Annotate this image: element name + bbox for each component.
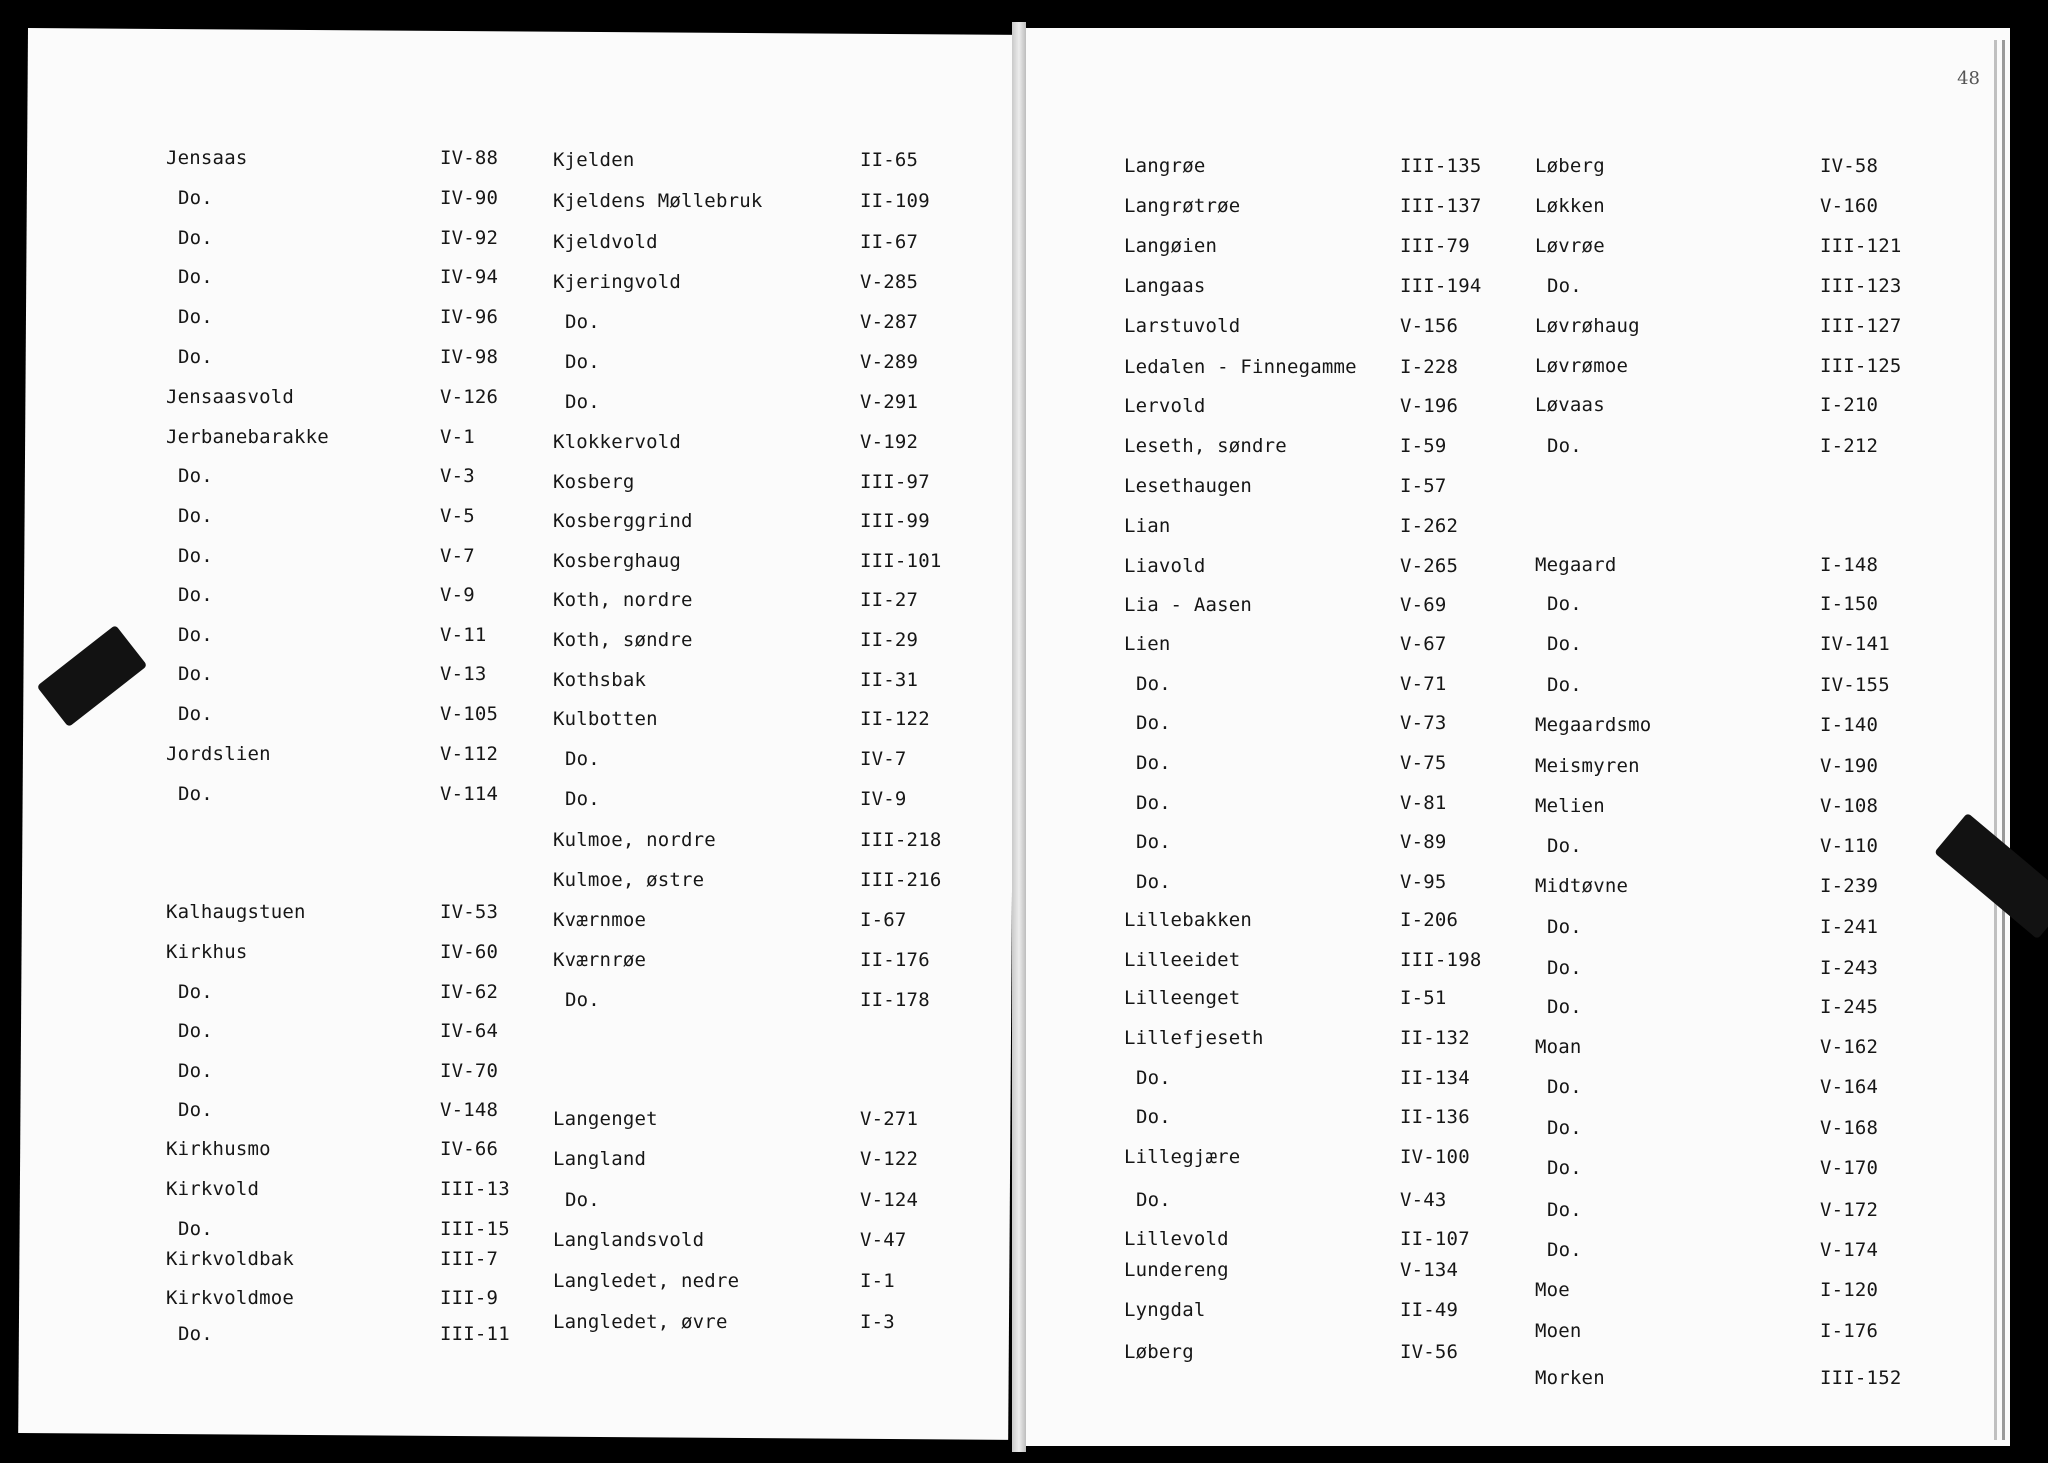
entry-name: Løvrøhaug <box>1535 315 1640 337</box>
entry-name: Do. <box>178 227 213 249</box>
entry-name: Do. <box>1547 1157 1582 1179</box>
entry-name: Langland <box>553 1148 647 1170</box>
entry-name: Do. <box>1136 712 1171 734</box>
entry-name: Do. <box>1136 871 1171 893</box>
entry-ref: V-196 <box>1400 395 1459 417</box>
entry-ref: I-241 <box>1820 916 1879 938</box>
entry-name: Do. <box>178 1218 213 1240</box>
entry-name: Meismyren <box>1535 755 1640 777</box>
entry-name: Kosberg <box>553 471 635 493</box>
entry-name: Kulmoe, østre <box>553 869 705 891</box>
entry-name: Do. <box>178 187 213 209</box>
entry-name: Do. <box>178 266 213 288</box>
entry-ref: IV-9 <box>860 788 907 810</box>
entry-name: Kjeldvold <box>553 231 658 253</box>
entry-name: Kirkvoldmoe <box>166 1287 295 1309</box>
entry-name: Megaardsmo <box>1535 714 1652 736</box>
entry-name: Koth, søndre <box>553 629 693 651</box>
entry-ref: III-15 <box>440 1218 510 1240</box>
entry-ref: I-239 <box>1820 875 1879 897</box>
page-number: 48 <box>1957 68 1980 89</box>
entry-name: Langledet, nedre <box>553 1270 740 1292</box>
entry-ref: V-9 <box>440 584 475 606</box>
entry-name: Kulmoe, nordre <box>553 829 716 851</box>
entry-name: Langenget <box>553 1108 658 1130</box>
entry-ref: I-67 <box>860 909 907 931</box>
entry-name: Do. <box>1136 1067 1171 1089</box>
entry-ref: IV-141 <box>1820 633 1890 655</box>
entry-ref: II-31 <box>860 669 919 691</box>
entry-ref: I-120 <box>1820 1279 1879 1301</box>
entry-name: Do. <box>178 783 213 805</box>
entry-name: Lillegjære <box>1124 1146 1241 1168</box>
entry-ref: II-136 <box>1400 1106 1470 1128</box>
entry-name: Do. <box>1547 835 1582 857</box>
entry-ref: V-89 <box>1400 831 1447 853</box>
entry-ref: V-271 <box>860 1108 919 1130</box>
entry-ref: II-67 <box>860 231 919 253</box>
entry-ref: I-228 <box>1400 356 1459 378</box>
entry-ref: IV-88 <box>440 147 499 169</box>
entry-ref: V-160 <box>1820 195 1879 217</box>
entry-name: Kulbotten <box>553 708 658 730</box>
entry-ref: II-107 <box>1400 1228 1470 1250</box>
entry-ref: V-75 <box>1400 752 1447 774</box>
entry-name: Kværnrøe <box>553 949 647 971</box>
entry-ref: V-1 <box>440 426 475 448</box>
entry-ref: II-109 <box>860 190 930 212</box>
entry-ref: V-170 <box>1820 1157 1879 1179</box>
entry-ref: V-5 <box>440 505 475 527</box>
entry-name: Ledalen - Finnegamme <box>1124 356 1357 378</box>
entry-ref: I-262 <box>1400 515 1459 537</box>
entry-ref: III-216 <box>860 869 942 891</box>
entry-name: Lesethaugen <box>1124 475 1253 497</box>
entry-name: Langaas <box>1124 275 1206 297</box>
entry-ref: II-132 <box>1400 1027 1470 1049</box>
entry-ref: IV-70 <box>440 1060 499 1082</box>
entry-ref: V-71 <box>1400 673 1447 695</box>
entry-name: Kjelden <box>553 149 635 171</box>
entry-name: Do. <box>565 391 600 413</box>
entry-name: Lillebakken <box>1124 909 1253 931</box>
entry-name: Do. <box>565 351 600 373</box>
entry-name: Do. <box>1547 1239 1582 1261</box>
entry-name: Do. <box>178 1020 213 1042</box>
entry-ref: II-178 <box>860 989 930 1011</box>
entry-name: Do. <box>1547 1117 1582 1139</box>
entry-ref: I-210 <box>1820 394 1879 416</box>
entry-name: Lillefjeseth <box>1124 1027 1264 1049</box>
entry-name: Løvrøe <box>1535 235 1605 257</box>
entry-ref: I-57 <box>1400 475 1447 497</box>
entry-ref: IV-53 <box>440 901 499 923</box>
entry-name: Do. <box>178 584 213 606</box>
entry-ref: III-127 <box>1820 315 1902 337</box>
entry-name: Koth, nordre <box>553 589 693 611</box>
entry-ref: V-148 <box>440 1099 499 1121</box>
entry-ref: V-134 <box>1400 1259 1459 1281</box>
entry-ref: V-192 <box>860 431 919 453</box>
entry-name: Kosberggrind <box>553 510 693 532</box>
entry-ref: I-176 <box>1820 1320 1879 1342</box>
entry-ref: V-162 <box>1820 1036 1879 1058</box>
entry-name: Do. <box>178 465 213 487</box>
entry-ref: V-156 <box>1400 315 1459 337</box>
entry-name: Do. <box>1547 633 1582 655</box>
entry-name: Kothsbak <box>553 669 647 691</box>
entry-ref: V-69 <box>1400 594 1447 616</box>
entry-name: Moe <box>1535 1279 1570 1301</box>
entry-name: Do. <box>178 1099 213 1121</box>
entry-name: Do. <box>1547 435 1582 457</box>
entry-name: Do. <box>1547 916 1582 938</box>
entry-name: Lien <box>1124 633 1171 655</box>
entry-name: Do. <box>1547 1199 1582 1221</box>
entry-name: Løvrømoe <box>1535 355 1629 377</box>
entry-name: Kirkvoldbak <box>166 1248 295 1270</box>
entry-ref: II-65 <box>860 149 919 171</box>
entry-name: Megaard <box>1535 554 1617 576</box>
entry-ref: I-51 <box>1400 987 1447 1009</box>
entry-name: Do. <box>178 306 213 328</box>
entry-ref: IV-94 <box>440 266 499 288</box>
entry-ref: V-164 <box>1820 1076 1879 1098</box>
entry-ref: III-218 <box>860 829 942 851</box>
entry-name: Lilleenget <box>1124 987 1241 1009</box>
entry-ref: I-148 <box>1820 554 1879 576</box>
entry-ref: V-168 <box>1820 1117 1879 1139</box>
entry-name: Kjeldens Møllebruk <box>553 190 763 212</box>
entry-ref: V-291 <box>860 391 919 413</box>
entry-ref: V-122 <box>860 1148 919 1170</box>
entry-ref: III-101 <box>860 550 942 572</box>
entry-ref: IV-100 <box>1400 1146 1470 1168</box>
entry-name: Do. <box>1547 957 1582 979</box>
entry-ref: V-73 <box>1400 712 1447 734</box>
entry-name: Langrøe <box>1124 155 1206 177</box>
entry-ref: V-13 <box>440 663 487 685</box>
entry-name: Langrøtrøe <box>1124 195 1241 217</box>
entry-name: Do. <box>178 663 213 685</box>
entry-ref: II-49 <box>1400 1299 1459 1321</box>
entry-ref: III-13 <box>440 1178 510 1200</box>
entry-ref: III-123 <box>1820 275 1902 297</box>
entry-name: Kalhaugstuen <box>166 901 306 923</box>
book-gutter <box>1012 22 1026 1452</box>
entry-ref: III-198 <box>1400 949 1482 971</box>
entry-name: Klokkervold <box>553 431 682 453</box>
entry-ref: IV-60 <box>440 941 499 963</box>
entry-name: Løberg <box>1124 1341 1194 1363</box>
entry-ref: V-7 <box>440 545 475 567</box>
entry-ref: I-3 <box>860 1311 895 1333</box>
entry-name: Jensaas <box>166 147 248 169</box>
entry-ref: V-285 <box>860 271 919 293</box>
entry-ref: III-121 <box>1820 235 1902 257</box>
entry-name: Do. <box>1547 275 1582 297</box>
entry-name: Midtøvne <box>1535 875 1629 897</box>
entry-ref: V-47 <box>860 1229 907 1251</box>
entry-ref: V-112 <box>440 743 499 765</box>
entry-name: Lervold <box>1124 395 1206 417</box>
entry-name: Do. <box>178 505 213 527</box>
entry-ref: V-174 <box>1820 1239 1879 1261</box>
entry-ref: V-126 <box>440 386 499 408</box>
entry-name: Do. <box>1547 1076 1582 1098</box>
entry-name: Lilleeidet <box>1124 949 1241 971</box>
entry-name: Langledet, øvre <box>553 1311 728 1333</box>
entry-ref: II-176 <box>860 949 930 971</box>
entry-ref: V-108 <box>1820 795 1879 817</box>
entry-ref: III-99 <box>860 510 930 532</box>
entry-name: Lia - Aasen <box>1124 594 1253 616</box>
entry-name: Moan <box>1535 1036 1582 1058</box>
entry-name: Jordslien <box>166 743 271 765</box>
entry-name: Do. <box>178 703 213 725</box>
entry-ref: III-79 <box>1400 235 1470 257</box>
entry-ref: I-150 <box>1820 593 1879 615</box>
entry-ref: V-105 <box>440 703 499 725</box>
entry-name: Do. <box>178 981 213 1003</box>
entry-name: Do. <box>1136 1106 1171 1128</box>
entry-name: Lundereng <box>1124 1259 1229 1281</box>
entry-ref: IV-58 <box>1820 155 1879 177</box>
entry-name: Do. <box>178 346 213 368</box>
entry-ref: V-67 <box>1400 633 1447 655</box>
entry-name: Do. <box>1136 792 1171 814</box>
entry-name: Kirkhusmo <box>166 1138 271 1160</box>
entry-ref: IV-96 <box>440 306 499 328</box>
entry-name: Liavold <box>1124 555 1206 577</box>
entry-name: Kværnmoe <box>553 909 647 931</box>
entry-ref: V-95 <box>1400 871 1447 893</box>
entry-name: Melien <box>1535 795 1605 817</box>
entry-ref: III-194 <box>1400 275 1482 297</box>
entry-ref: I-140 <box>1820 714 1879 736</box>
entry-name: Do. <box>1136 831 1171 853</box>
entry-name: Løkken <box>1535 195 1605 217</box>
entry-ref: V-81 <box>1400 792 1447 814</box>
entry-name: Do. <box>565 1189 600 1211</box>
entry-name: Kjeringvold <box>553 271 682 293</box>
entry-ref: IV-62 <box>440 981 499 1003</box>
entry-ref: V-3 <box>440 465 475 487</box>
entry-ref: IV-155 <box>1820 674 1890 696</box>
entry-name: Moen <box>1535 1320 1582 1342</box>
entry-name: Do. <box>565 311 600 333</box>
entry-name: Lillevold <box>1124 1228 1229 1250</box>
entry-ref: II-134 <box>1400 1067 1470 1089</box>
entry-ref: I-1 <box>860 1270 895 1292</box>
entry-ref: V-190 <box>1820 755 1879 777</box>
entry-name: Kirkhus <box>166 941 248 963</box>
page-edge <box>2002 40 2005 1440</box>
entry-name: Do. <box>565 748 600 770</box>
entry-ref: V-172 <box>1820 1199 1879 1221</box>
entry-name: Langøien <box>1124 235 1218 257</box>
entry-name: Do. <box>1136 752 1171 774</box>
entry-ref: V-287 <box>860 311 919 333</box>
entry-ref: III-7 <box>440 1248 499 1270</box>
entry-ref: IV-92 <box>440 227 499 249</box>
entry-name: Do. <box>178 1323 213 1345</box>
entry-ref: I-245 <box>1820 996 1879 1018</box>
entry-ref: I-59 <box>1400 435 1447 457</box>
entry-ref: II-29 <box>860 629 919 651</box>
entry-name: Lian <box>1124 515 1171 537</box>
entry-ref: III-125 <box>1820 355 1902 377</box>
entry-ref: I-206 <box>1400 909 1459 931</box>
entry-ref: IV-66 <box>440 1138 499 1160</box>
entry-name: Morken <box>1535 1367 1605 1389</box>
entry-ref: IV-7 <box>860 748 907 770</box>
entry-name: Do. <box>178 545 213 567</box>
entry-name: Do. <box>1547 674 1582 696</box>
entry-name: Do. <box>178 1060 213 1082</box>
entry-name: Do. <box>565 788 600 810</box>
entry-name: Kosberghaug <box>553 550 682 572</box>
entry-ref: V-43 <box>1400 1189 1447 1211</box>
entry-name: Lyngdal <box>1124 1299 1206 1321</box>
entry-name: Do. <box>565 989 600 1011</box>
entry-ref: V-11 <box>440 624 487 646</box>
entry-ref: IV-64 <box>440 1020 499 1042</box>
entry-ref: V-114 <box>440 783 499 805</box>
entry-ref: IV-56 <box>1400 1341 1459 1363</box>
entry-ref: III-135 <box>1400 155 1482 177</box>
entry-ref: IV-90 <box>440 187 499 209</box>
entry-name: Larstuvold <box>1124 315 1241 337</box>
entry-ref: III-11 <box>440 1323 510 1345</box>
entry-name: Do. <box>1547 996 1582 1018</box>
entry-ref: V-289 <box>860 351 919 373</box>
entry-ref: V-110 <box>1820 835 1879 857</box>
entry-name: Kirkvold <box>166 1178 260 1200</box>
entry-name: Jerbanebarakke <box>166 426 329 448</box>
entry-name: Jensaasvold <box>166 386 295 408</box>
entry-name: Løvaas <box>1535 394 1605 416</box>
entry-name: Do. <box>1136 1189 1171 1211</box>
entry-name: Løberg <box>1535 155 1605 177</box>
entry-ref: III-152 <box>1820 1367 1902 1389</box>
entry-ref: III-137 <box>1400 195 1482 217</box>
entry-ref: V-124 <box>860 1189 919 1211</box>
entry-ref: I-243 <box>1820 957 1879 979</box>
entry-name: Do. <box>1547 593 1582 615</box>
entry-ref: II-122 <box>860 708 930 730</box>
entry-name: Leseth, søndre <box>1124 435 1287 457</box>
entry-ref: IV-98 <box>440 346 499 368</box>
entry-ref: III-9 <box>440 1287 499 1309</box>
page-edge <box>1994 40 1997 1440</box>
entry-name: Langlandsvold <box>553 1229 705 1251</box>
entry-ref: III-97 <box>860 471 930 493</box>
entry-name: Do. <box>1136 673 1171 695</box>
entry-ref: I-212 <box>1820 435 1879 457</box>
entry-ref: V-265 <box>1400 555 1459 577</box>
entry-name: Do. <box>178 624 213 646</box>
entry-ref: II-27 <box>860 589 919 611</box>
